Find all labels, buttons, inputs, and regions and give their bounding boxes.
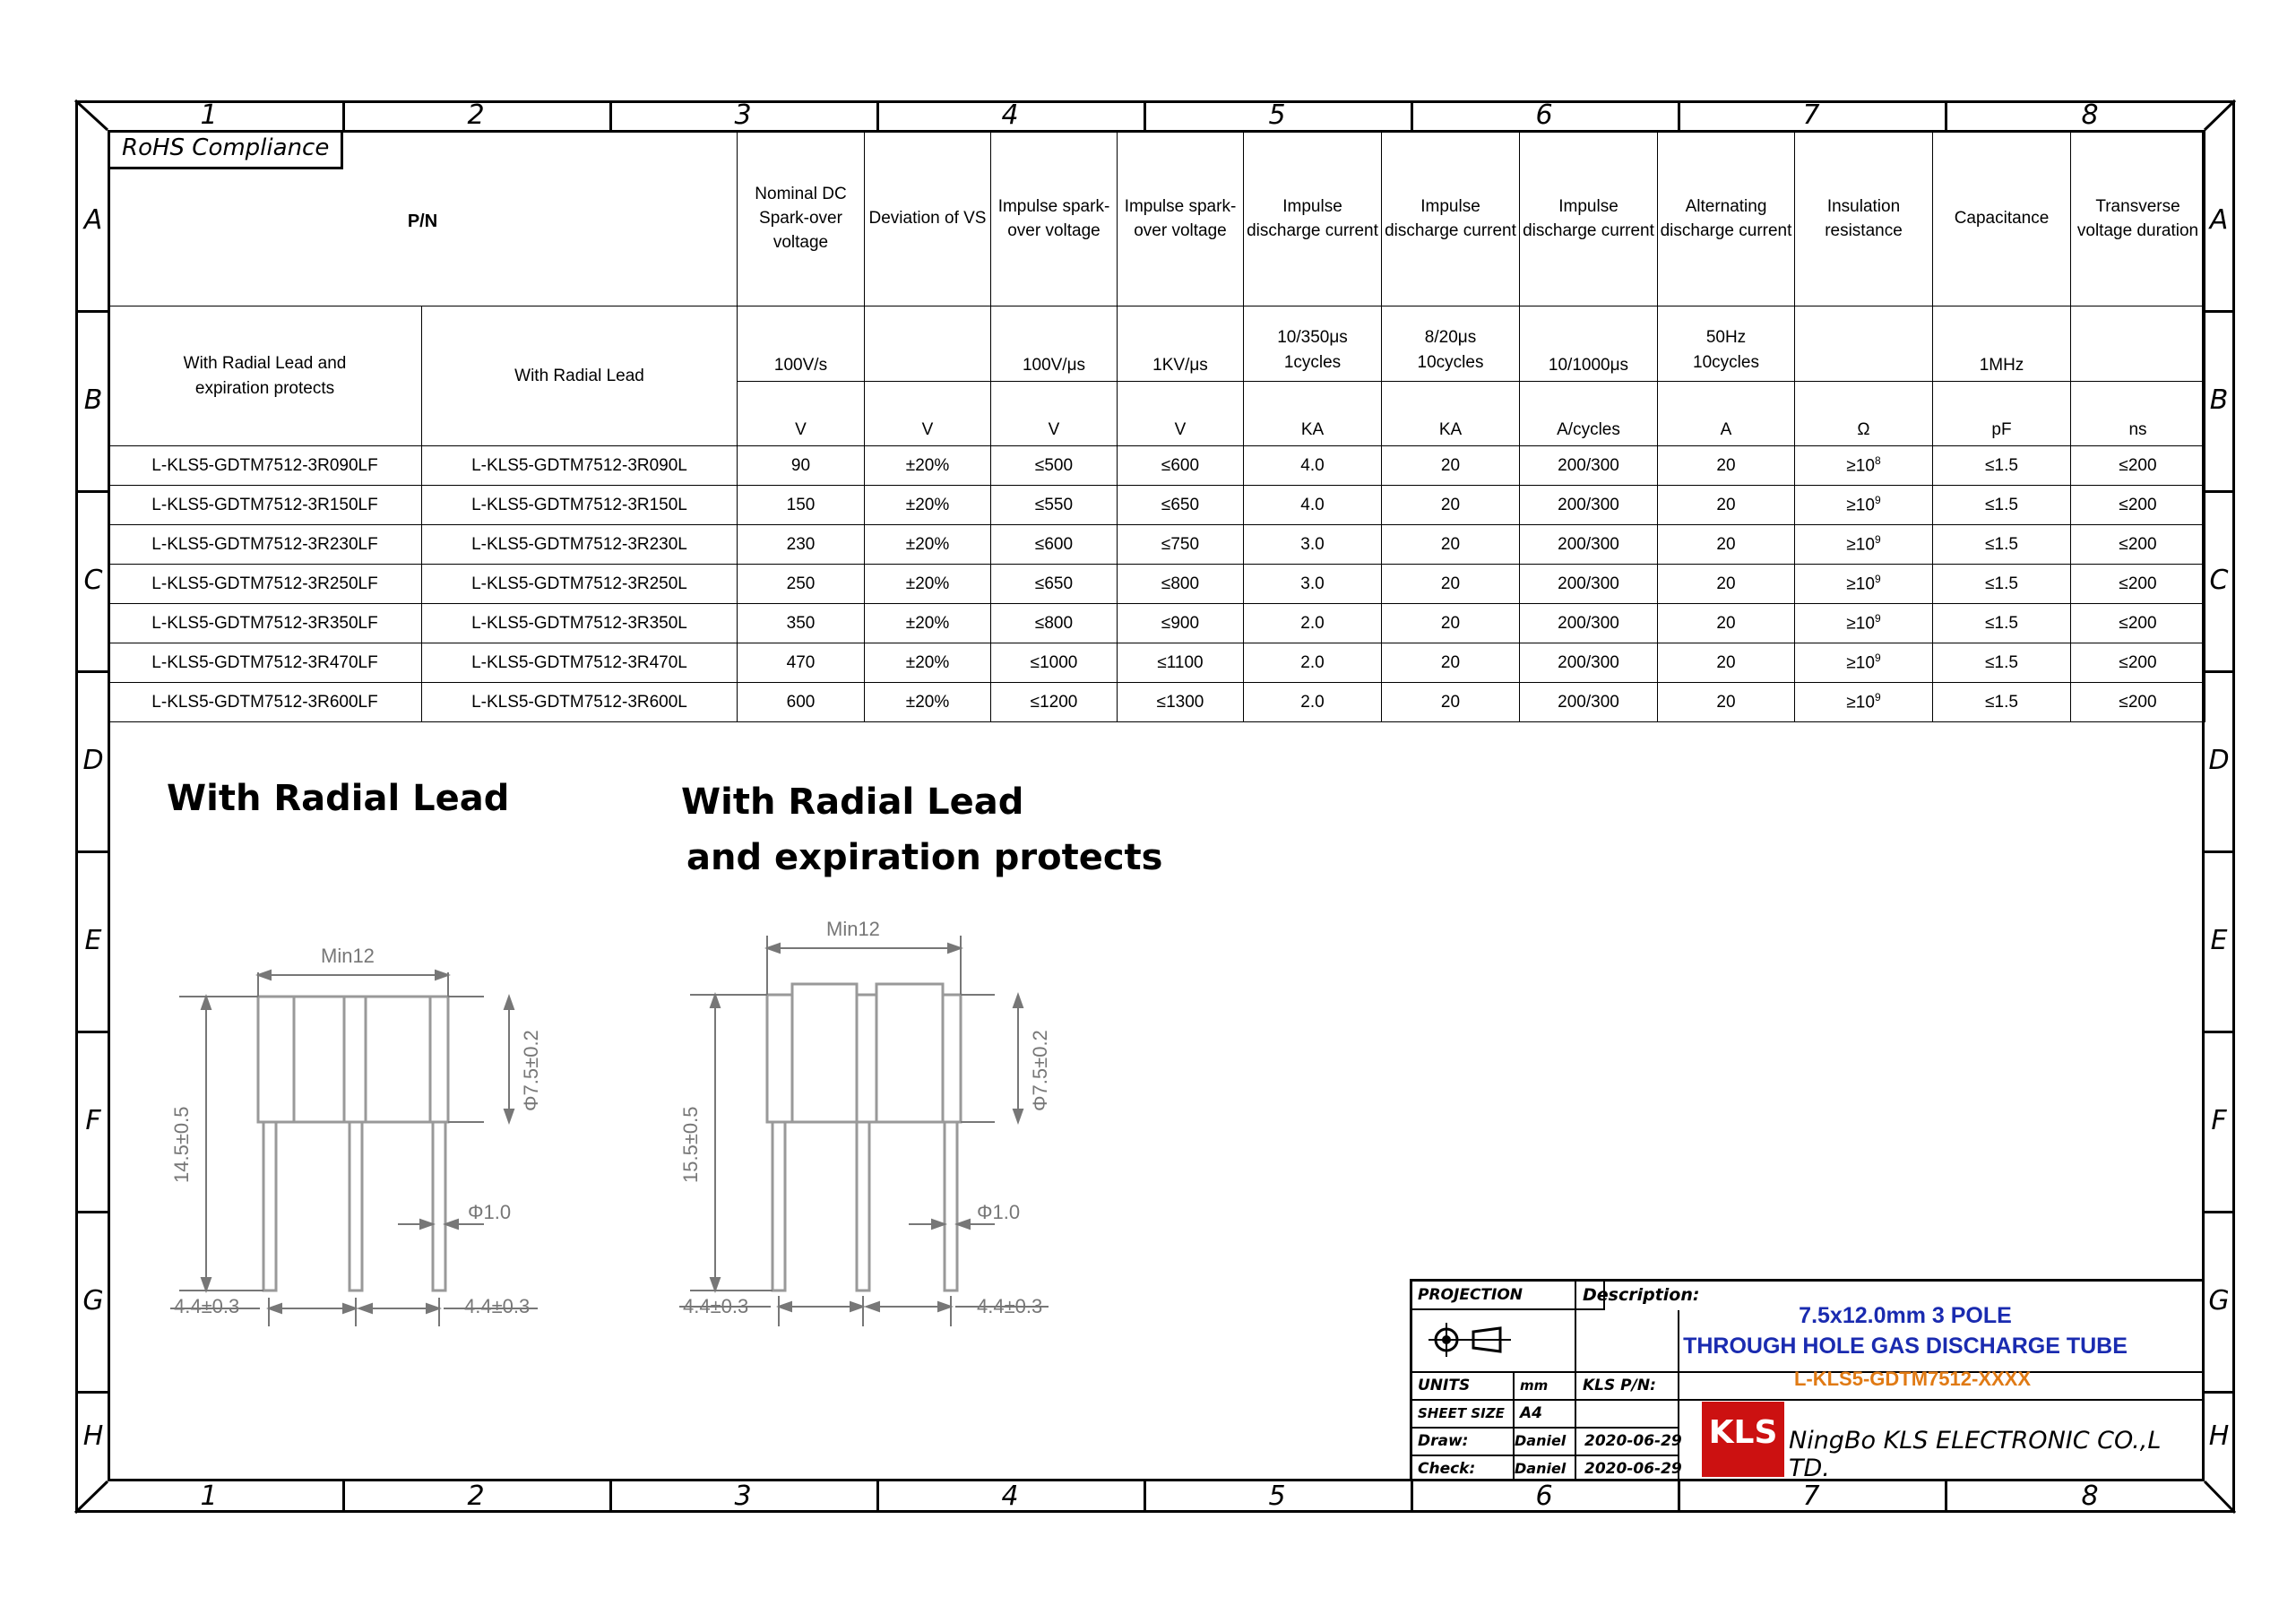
zone-column-label: 6 bbox=[1535, 99, 1553, 131]
table-row bbox=[108, 486, 2205, 525]
value-cell: 150 bbox=[738, 486, 865, 525]
description-line-1: 7.5x12.0mm 3 POLE bbox=[1799, 1303, 2012, 1328]
left-drawing-title: With Radial Lead bbox=[167, 778, 510, 819]
left-lead-diameter-label: Φ1.0 bbox=[468, 1201, 512, 1223]
right-drawing-subtitle: and expiration protects bbox=[686, 837, 1163, 878]
value-cell: ≤1.5 bbox=[1933, 604, 2071, 643]
value-cell: ≤600 bbox=[1118, 446, 1244, 486]
param-header: Impulse discharge current bbox=[1382, 131, 1520, 306]
value-cell: 200/300 bbox=[1520, 604, 1658, 643]
part-number-cell: L-KLS5-GDTM7512-3R470LF bbox=[108, 643, 422, 683]
param-condition: 100V/μs bbox=[991, 306, 1118, 382]
right-height-label: 15.5±0.5 bbox=[679, 1106, 702, 1183]
param-unit: V bbox=[865, 382, 991, 446]
param-unit: Ω bbox=[1795, 382, 1933, 446]
part-number-cell: L-KLS5-GDTM7512-3R470L bbox=[422, 643, 738, 683]
value-cell: 90 bbox=[738, 446, 865, 486]
value-cell: ≤600 bbox=[991, 525, 1118, 565]
kls-pn-label: KLS P/N: bbox=[1583, 1377, 1656, 1394]
value-cell: 200/300 bbox=[1520, 446, 1658, 486]
table-row bbox=[108, 683, 2205, 722]
value-cell: ≤200 bbox=[2071, 446, 2205, 486]
check-label: Check: bbox=[1418, 1460, 1476, 1478]
param-header: Deviation of VS bbox=[865, 131, 991, 306]
value-cell: ±20% bbox=[865, 446, 991, 486]
value-cell: ≤1100 bbox=[1118, 643, 1244, 683]
zone-row-label: B bbox=[2209, 384, 2229, 416]
value-cell: 20 bbox=[1658, 604, 1795, 643]
param-unit: A/cycles bbox=[1520, 382, 1658, 446]
left-pitch-left-label: 4.4±0.3 bbox=[174, 1295, 240, 1317]
draw-by: Daniel bbox=[1515, 1432, 1567, 1449]
insulation-cell: $\ge 10^9$ bbox=[1795, 565, 1933, 604]
value-cell: ≤1.5 bbox=[1933, 565, 2071, 604]
insulation-cell: $\ge 10^9$ bbox=[1795, 643, 1933, 683]
part-number-cell: L-KLS5-GDTM7512-3R350LF bbox=[108, 604, 422, 643]
param-condition: 10/1000μs bbox=[1520, 306, 1658, 382]
left-height-label: 14.5±0.5 bbox=[170, 1106, 193, 1183]
zone-row-label: F bbox=[2211, 1104, 2227, 1136]
check-date: 2020-06-29 bbox=[1584, 1460, 1682, 1478]
zone-row-label: H bbox=[2208, 1420, 2230, 1452]
value-cell: 470 bbox=[738, 643, 865, 683]
value-cell: ≤1000 bbox=[991, 643, 1118, 683]
value-cell: ±20% bbox=[865, 565, 991, 604]
value-cell: ≤800 bbox=[1118, 565, 1244, 604]
zone-row-label: E bbox=[84, 924, 102, 956]
value-cell: ≤1.5 bbox=[1933, 683, 2071, 722]
value-cell: ≤200 bbox=[2071, 643, 2205, 683]
description-label: Description: bbox=[1583, 1285, 1700, 1305]
param-unit: V bbox=[738, 382, 865, 446]
value-cell: ≤900 bbox=[1118, 604, 1244, 643]
value-cell: ±20% bbox=[865, 643, 991, 683]
value-cell: 20 bbox=[1382, 565, 1520, 604]
value-cell: ≤650 bbox=[991, 565, 1118, 604]
left-min-length-label: Min12 bbox=[321, 945, 375, 967]
zone-column-label: 4 bbox=[1001, 99, 1019, 131]
company-name: NingBo KLS ELECTRONIC CO.,L TD. bbox=[1789, 1427, 2162, 1482]
value-cell: ≤650 bbox=[1118, 486, 1244, 525]
draw-label: Draw: bbox=[1418, 1432, 1469, 1450]
zone-row-label: G bbox=[82, 1284, 104, 1317]
value-cell: 4.0 bbox=[1244, 486, 1382, 525]
zone-column-label: 2 bbox=[467, 99, 485, 131]
value-cell: 20 bbox=[1382, 604, 1520, 643]
param-condition: 1KV/μs bbox=[1118, 306, 1244, 382]
param-header: Capacitance bbox=[1933, 131, 2071, 306]
value-cell: 600 bbox=[738, 683, 865, 722]
zone-column-label: 2 bbox=[467, 1481, 485, 1512]
zone-row-label: G bbox=[2208, 1284, 2230, 1317]
param-condition: 8/20μs 10cycles bbox=[1382, 306, 1520, 382]
value-cell: 20 bbox=[1658, 486, 1795, 525]
value-cell: 20 bbox=[1382, 486, 1520, 525]
part-number-cell: L-KLS5-GDTM7512-3R150L bbox=[422, 486, 738, 525]
kls-pn-value: L-KLS5-GDTM7512-XXXX bbox=[1793, 1368, 2032, 1390]
value-cell: ≤1.5 bbox=[1933, 486, 2071, 525]
param-condition bbox=[2071, 306, 2205, 382]
value-cell: ≤750 bbox=[1118, 525, 1244, 565]
value-cell: 200/300 bbox=[1520, 525, 1658, 565]
value-cell: 20 bbox=[1382, 525, 1520, 565]
right-diameter-label: Φ7.5±0.2 bbox=[1029, 1030, 1051, 1111]
right-lead-diameter-label: Φ1.0 bbox=[977, 1201, 1021, 1223]
value-cell: ≤1.5 bbox=[1933, 643, 2071, 683]
param-header: Transverse voltage duration bbox=[2071, 131, 2205, 306]
value-cell: ≤1.5 bbox=[1933, 446, 2071, 486]
param-condition: 100V/s bbox=[738, 306, 865, 382]
value-cell: ≤800 bbox=[991, 604, 1118, 643]
part-number-cell: L-KLS5-GDTM7512-3R250L bbox=[422, 565, 738, 604]
part-number-cell: L-KLS5-GDTM7512-3R600L bbox=[422, 683, 738, 722]
value-cell: ≤200 bbox=[2071, 486, 2205, 525]
value-cell: 250 bbox=[738, 565, 865, 604]
value-cell: 20 bbox=[1382, 446, 1520, 486]
param-header: Nominal DC Spark-over voltage bbox=[738, 131, 865, 306]
part-number-cell: L-KLS5-GDTM7512-3R230LF bbox=[108, 525, 422, 565]
param-header: Impulse spark-over voltage bbox=[1118, 131, 1244, 306]
value-cell: 200/300 bbox=[1520, 565, 1658, 604]
zone-column-label: 7 bbox=[1802, 1481, 1820, 1512]
part-number-cell: L-KLS5-GDTM7512-3R090LF bbox=[108, 446, 422, 486]
zone-row-label: H bbox=[82, 1420, 104, 1452]
param-unit: pF bbox=[1933, 382, 2071, 446]
zone-row-label: C bbox=[2209, 564, 2229, 596]
rohs-compliance-label: RoHS Compliance bbox=[108, 130, 343, 169]
value-cell: ±20% bbox=[865, 486, 991, 525]
param-condition: 1MHz bbox=[1933, 306, 2071, 382]
value-cell: ≤200 bbox=[2071, 565, 2205, 604]
value-cell: 20 bbox=[1382, 683, 1520, 722]
value-cell: 20 bbox=[1658, 683, 1795, 722]
param-header: Impulse discharge current bbox=[1244, 131, 1382, 306]
value-cell: 4.0 bbox=[1244, 446, 1382, 486]
zone-column-label: 7 bbox=[1802, 99, 1820, 131]
insulation-cell: $\ge 10^9$ bbox=[1795, 683, 1933, 722]
projection-symbol-icon bbox=[1425, 1317, 1515, 1362]
param-unit: V bbox=[1118, 382, 1244, 446]
part-number-cell: L-KLS5-GDTM7512-3R600LF bbox=[108, 683, 422, 722]
left-pitch-right-label: 4.4±0.3 bbox=[464, 1295, 531, 1317]
table-row bbox=[108, 446, 2205, 486]
right-pitch-left-label: 4.4±0.3 bbox=[683, 1295, 749, 1317]
zone-column-label: 3 bbox=[734, 1481, 752, 1512]
draw-date: 2020-06-29 bbox=[1584, 1432, 1682, 1450]
title-block bbox=[1410, 1279, 2202, 1482]
zone-column-label: 1 bbox=[200, 1481, 218, 1512]
part-number-cell: L-KLS5-GDTM7512-3R230L bbox=[422, 525, 738, 565]
pn-subheader: With Radial Lead and expiration protects bbox=[108, 306, 422, 446]
param-condition: 50Hz 10cycles bbox=[1658, 306, 1795, 382]
param-header: Impulse discharge current bbox=[1520, 131, 1658, 306]
units-value: mm bbox=[1520, 1377, 1549, 1394]
value-cell: ±20% bbox=[865, 683, 991, 722]
right-pitch-right-label: 4.4±0.3 bbox=[977, 1295, 1043, 1317]
zone-row-label: A bbox=[83, 203, 103, 236]
pn-subheader: With Radial Lead bbox=[422, 306, 738, 446]
value-cell: 200/300 bbox=[1520, 683, 1658, 722]
table-row bbox=[108, 643, 2205, 683]
zone-row-label: C bbox=[83, 564, 103, 596]
value-cell: 20 bbox=[1658, 643, 1795, 683]
value-cell: 20 bbox=[1658, 565, 1795, 604]
param-unit: V bbox=[991, 382, 1118, 446]
pn-header: P/N bbox=[108, 131, 738, 306]
value-cell: ≤200 bbox=[2071, 525, 2205, 565]
sheet-size-label: SHEET SIZE bbox=[1418, 1405, 1505, 1421]
value-cell: ≤200 bbox=[2071, 683, 2205, 722]
insulation-cell: $\ge 10^9$ bbox=[1795, 604, 1933, 643]
zone-column-label: 8 bbox=[2081, 1481, 2099, 1512]
part-number-cell: L-KLS5-GDTM7512-3R090L bbox=[422, 446, 738, 486]
value-cell: ≤550 bbox=[991, 486, 1118, 525]
right-drawing-title: With Radial Lead bbox=[681, 781, 1024, 823]
value-cell: 20 bbox=[1658, 446, 1795, 486]
part-number-cell: L-KLS5-GDTM7512-3R250LF bbox=[108, 565, 422, 604]
value-cell: 200/300 bbox=[1520, 486, 1658, 525]
value-cell: ≤1300 bbox=[1118, 683, 1244, 722]
units-label: UNITS bbox=[1418, 1377, 1471, 1394]
sheet-size-value: A4 bbox=[1520, 1404, 1542, 1422]
right-dimension-drawing bbox=[672, 905, 1102, 1335]
param-unit: KA bbox=[1382, 382, 1520, 446]
param-condition: 10/350μs 1cycles bbox=[1244, 306, 1382, 382]
value-cell: ≤200 bbox=[2071, 604, 2205, 643]
value-cell: 2.0 bbox=[1244, 604, 1382, 643]
value-cell: ≤1200 bbox=[991, 683, 1118, 722]
value-cell: 350 bbox=[738, 604, 865, 643]
zone-row-label: E bbox=[2210, 924, 2228, 956]
value-cell: 2.0 bbox=[1244, 643, 1382, 683]
value-cell: 230 bbox=[738, 525, 865, 565]
insulation-cell: $\ge 10^9$ bbox=[1795, 525, 1933, 565]
zone-column-label: 5 bbox=[1268, 99, 1286, 131]
value-cell: 20 bbox=[1658, 525, 1795, 565]
zone-column-label: 3 bbox=[734, 99, 752, 131]
zone-column-label: 8 bbox=[2081, 99, 2099, 131]
value-cell: ≤1.5 bbox=[1933, 525, 2071, 565]
param-header: Insulation resistance bbox=[1795, 131, 1933, 306]
value-cell: 200/300 bbox=[1520, 643, 1658, 683]
value-cell: 3.0 bbox=[1244, 565, 1382, 604]
param-condition bbox=[1795, 306, 1933, 382]
param-condition bbox=[865, 306, 991, 382]
value-cell: ±20% bbox=[865, 525, 991, 565]
left-diameter-label: Φ7.5±0.2 bbox=[520, 1030, 542, 1111]
param-header: Impulse spark-over voltage bbox=[991, 131, 1118, 306]
value-cell: 20 bbox=[1382, 643, 1520, 683]
zone-row-label: B bbox=[83, 384, 103, 416]
param-unit: KA bbox=[1244, 382, 1382, 446]
table-row bbox=[108, 604, 2205, 643]
table-row bbox=[108, 565, 2205, 604]
value-cell: 3.0 bbox=[1244, 525, 1382, 565]
projection-label: PROJECTION bbox=[1418, 1286, 1523, 1304]
zone-row-label: D bbox=[2208, 744, 2230, 776]
zone-row-label: F bbox=[85, 1104, 101, 1136]
zone-column-label: 5 bbox=[1268, 1481, 1286, 1512]
spec-table-body bbox=[108, 446, 2205, 722]
value-cell: ±20% bbox=[865, 604, 991, 643]
left-dimension-drawing bbox=[161, 932, 574, 1335]
part-number-cell: L-KLS5-GDTM7512-3R150LF bbox=[108, 486, 422, 525]
zone-column-label: 1 bbox=[200, 99, 218, 131]
zone-column-label: 6 bbox=[1535, 1481, 1553, 1512]
param-unit: A bbox=[1658, 382, 1795, 446]
param-header: Alternating discharge current bbox=[1658, 131, 1795, 306]
zone-row-label: D bbox=[82, 744, 104, 776]
description-line-2: THROUGH HOLE GAS DISCHARGE TUBE bbox=[1683, 1334, 2128, 1359]
insulation-cell: $\ge 10^8$ bbox=[1795, 446, 1933, 486]
table-row bbox=[108, 525, 2205, 565]
right-min-length-label: Min12 bbox=[826, 918, 880, 940]
zone-column-label: 4 bbox=[1001, 1481, 1019, 1512]
zone-row-label: A bbox=[2209, 203, 2229, 236]
spec-table bbox=[108, 130, 2205, 722]
kls-logo: KLS bbox=[1702, 1402, 1784, 1477]
value-cell: 2.0 bbox=[1244, 683, 1382, 722]
insulation-cell: $\ge 10^9$ bbox=[1795, 486, 1933, 525]
value-cell: ≤500 bbox=[991, 446, 1118, 486]
part-number-cell: L-KLS5-GDTM7512-3R350L bbox=[422, 604, 738, 643]
check-by: Daniel bbox=[1515, 1460, 1567, 1477]
param-unit: ns bbox=[2071, 382, 2205, 446]
